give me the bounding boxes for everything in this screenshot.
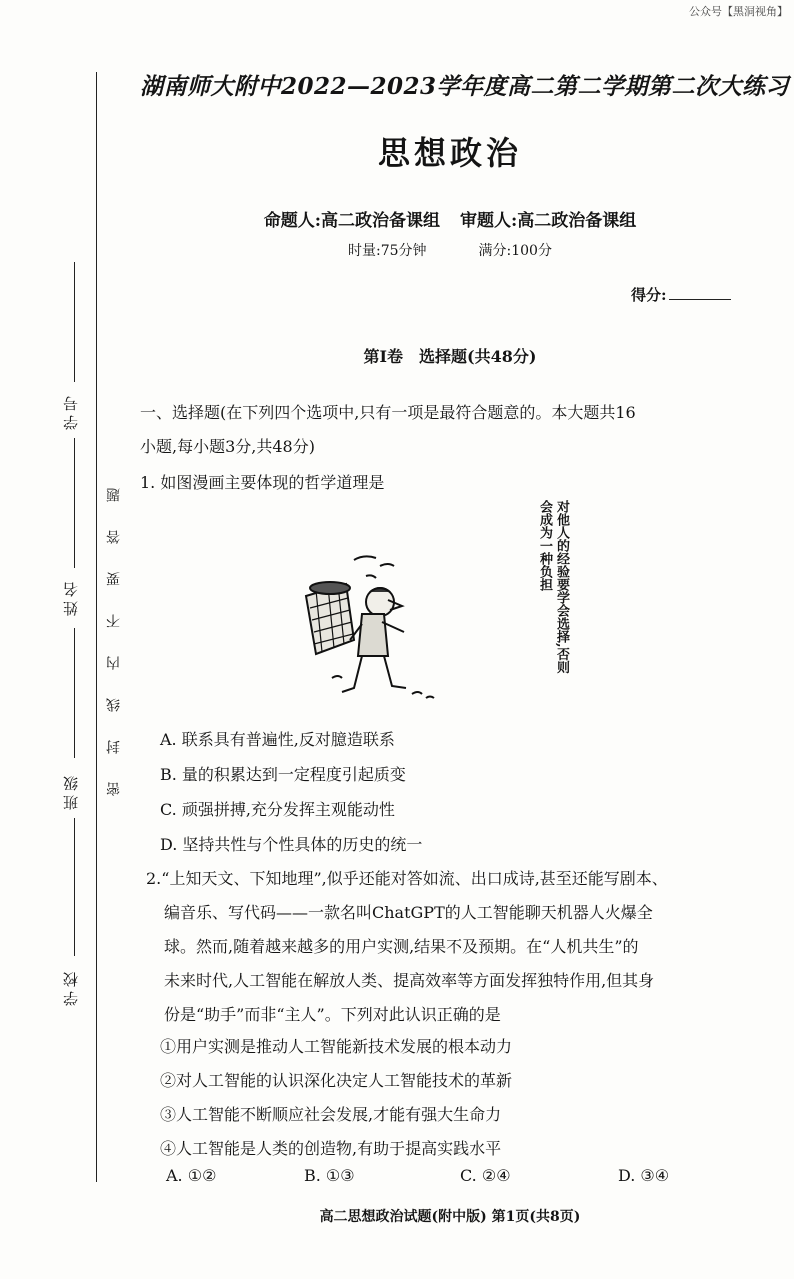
school-blank xyxy=(74,818,75,956)
choice-d: D. ③④ xyxy=(618,1166,670,1185)
section-name: 选择题(共48分) xyxy=(419,347,537,366)
cartoon-caption: 对他人的经验要学会选择,否则会成为一种负担 xyxy=(537,500,569,674)
authors-line xyxy=(140,206,760,231)
instructions xyxy=(140,396,770,464)
student-id-label: 学号 xyxy=(62,392,80,430)
subject-title: 思想政治 xyxy=(377,134,522,172)
q2-line: 球。然而,随着越来越多的用户实测,结果不及预期。在“人机共生”的 xyxy=(164,937,639,956)
q2-line: 编音乐、写代码——一款名叫ChatGPT的人工智能聊天机器人火爆全 xyxy=(164,903,653,922)
score-blank xyxy=(669,287,731,300)
page-footer: 高二思想政治试题(附中版) 第1页(共8页) xyxy=(319,1209,581,1225)
question-2-stem xyxy=(140,862,755,1032)
option-a: A. 联系具有普遍性,反对臆造联系 xyxy=(160,730,395,749)
score-field xyxy=(631,284,731,305)
exam-title: 湖南师大附中2022—2023学年度高二第二学期第二次大练习 xyxy=(140,73,790,100)
question-1-stem: 1. 如图漫画主要体现的哲学道理是 xyxy=(140,473,385,492)
statement-4: ④人工智能是人类的创造物,有助于提高实践水平 xyxy=(160,1139,502,1158)
time-limit: 时量:75分钟 xyxy=(348,243,427,259)
option-d: D. 坚持共性与个性具体的历史的统一 xyxy=(160,835,423,854)
class-blank xyxy=(74,628,75,758)
section-part: 第Ⅰ卷 xyxy=(363,347,404,366)
option-b: B. 量的积累达到一定程度引起质变 xyxy=(160,765,406,784)
timing-line xyxy=(140,240,760,260)
question-1-options xyxy=(160,722,422,862)
watermark: 公众号【黑洞视角】 xyxy=(689,5,788,18)
choice-c: C. ②④ xyxy=(460,1166,511,1185)
q2-line: 2.“上知天文、下知地理”,似乎还能对答如流、出口成诗,甚至还能写剧本、 xyxy=(146,869,668,888)
class-label: 班级 xyxy=(62,772,80,810)
name-label: 姓名 xyxy=(62,578,80,616)
choice-b: B. ①③ xyxy=(304,1166,355,1185)
score-label: 得分: xyxy=(631,286,667,304)
student-id-blank xyxy=(74,262,75,382)
school-label: 学校 xyxy=(62,968,80,1006)
choice-a: A. ①② xyxy=(166,1166,217,1185)
section-heading xyxy=(140,344,760,367)
question-2-statements xyxy=(160,1030,512,1166)
cartoon-image xyxy=(292,548,452,708)
binding-line xyxy=(96,72,97,1182)
q2-line: 份是“助手”而非“主人”。下列对此认识正确的是 xyxy=(164,1005,501,1024)
full-score: 满分:100分 xyxy=(478,243,552,259)
statement-1: ①用户实测是推动人工智能新技术发展的根本动力 xyxy=(160,1037,513,1056)
instructions-line: 一、选择题(在下列四个选项中,只有一项是最符合题意的。本大题共16 xyxy=(140,403,636,422)
seal-notice: 密封线内不要答题 xyxy=(106,460,122,796)
instructions-line: 小题,每小题3分,共48分) xyxy=(140,437,315,456)
reviewer: 审题人:高二政治备课组 xyxy=(460,211,637,231)
statement-2: ②对人工智能的认识深化决定人工智能技术的革新 xyxy=(160,1071,513,1090)
statement-3: ③人工智能不断顺应社会发展,才能有强大生命力 xyxy=(160,1105,502,1124)
q2-line: 未来时代,人工智能在解放人类、提高效率等方面发挥独特作用,但其身 xyxy=(164,971,655,990)
option-c: C. 顽强拼搏,充分发挥主观能动性 xyxy=(160,800,395,819)
name-blank xyxy=(74,438,75,568)
author: 命题人:高二政治备课组 xyxy=(263,211,440,231)
